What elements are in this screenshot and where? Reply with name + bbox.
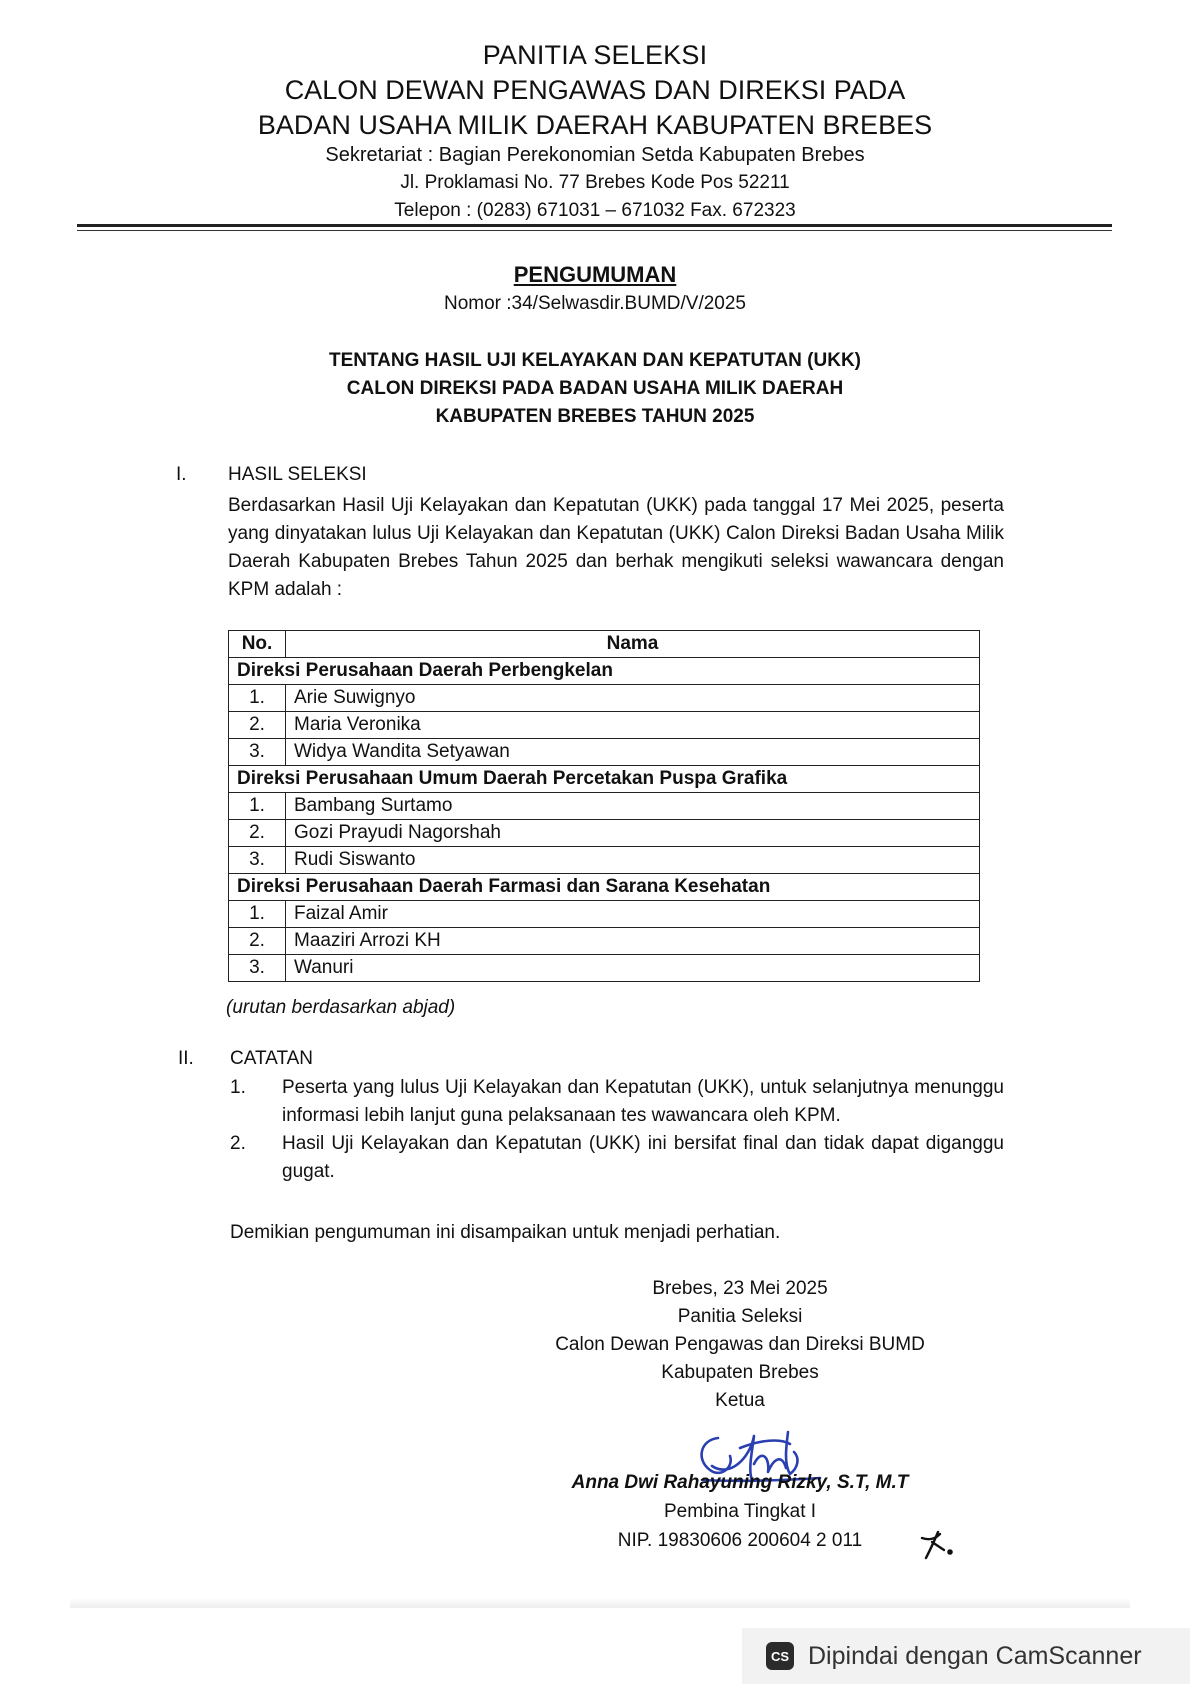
signatory-name: Anna Dwi Rahayuning Rizky, S.T, M.T bbox=[571, 1472, 909, 1493]
header-name: Nama bbox=[286, 631, 980, 658]
row-name: Wanuri bbox=[286, 955, 980, 982]
letterhead-divider-thick bbox=[77, 224, 1112, 227]
table-row bbox=[229, 847, 980, 874]
note-item-2 bbox=[230, 1130, 1004, 1186]
group-title: Direksi Perusahaan Daerah Perbengkelan bbox=[229, 658, 980, 685]
initial-mark bbox=[918, 1528, 958, 1562]
signature-place-date: Brebes, 23 Mei 2025 bbox=[652, 1278, 828, 1299]
letterhead-line1: PANITIA SELEKSI bbox=[482, 40, 708, 70]
table-group-row bbox=[229, 658, 980, 685]
row-no: 3. bbox=[229, 739, 286, 766]
letterhead-secretariat: Sekretariat : Bagian Perekonomian Setda Kabupaten Brebes bbox=[325, 144, 865, 166]
signature-org-1: Panitia Seleksi bbox=[677, 1306, 803, 1327]
row-no: 2. bbox=[229, 928, 286, 955]
subject-line-2: CALON DIREKSI PADA BADAN USAHA MILIK DAERAH bbox=[346, 378, 844, 399]
letterhead-divider-thin bbox=[77, 230, 1112, 231]
table-row bbox=[229, 712, 980, 739]
subject-line-3: KABUPATEN BREBES TAHUN 2025 bbox=[435, 406, 755, 427]
table-row bbox=[229, 739, 980, 766]
signatory-rank: Pembina Tingkat I bbox=[663, 1501, 817, 1522]
table-row bbox=[229, 901, 980, 928]
table-row bbox=[229, 955, 980, 982]
scan-edge-shadow bbox=[70, 1598, 1130, 1608]
row-no: 1. bbox=[229, 685, 286, 712]
section2-number: II. bbox=[178, 1048, 194, 1069]
signature-org-2: Calon Dewan Pengawas dan Direksi BUMD bbox=[555, 1334, 925, 1355]
section2-title: CATATAN bbox=[230, 1048, 314, 1069]
note-text: Peserta yang lulus Uji Kelayakan dan Kepatutan (UKK), untuk selanjutnya menunggu informasi lebih lanjut guna pelaksanaan tes wawancara oleh KPM. bbox=[282, 1077, 1004, 1126]
signature-org-3: Kabupaten Brebes bbox=[661, 1362, 819, 1383]
table-row bbox=[229, 928, 980, 955]
row-no: 2. bbox=[229, 712, 286, 739]
header-no: No. bbox=[229, 631, 286, 658]
row-name: Bambang Surtamo bbox=[286, 793, 980, 820]
row-no: 1. bbox=[229, 793, 286, 820]
section1-body: Berdasarkan Hasil Uji Kelayakan dan Kepatutan (UKK) pada tanggal 17 Mei 2025, peserta yang dinyatakan lulus Uji Kelayakan dan Kepatutan (UKK) Calon Direksi Badan Usaha Milik Daerah Kabupaten Brebes Tahun 2025 dan berhak mengikuti seleksi wawancara dengan KPM adalah : bbox=[228, 495, 1004, 600]
row-no: 2. bbox=[229, 820, 286, 847]
row-no: 3. bbox=[229, 955, 286, 982]
table-order-note: (urutan berdasarkan abjad) bbox=[226, 997, 456, 1018]
table-header-row bbox=[229, 631, 980, 658]
announcement-number: Nomor :34/Selwasdir.BUMD/V/2025 bbox=[443, 293, 746, 314]
note-number: 1. bbox=[230, 1077, 246, 1098]
table-group-row bbox=[229, 766, 980, 793]
table-group-row bbox=[229, 874, 980, 901]
subject-line-1: TENTANG HASIL UJI KELAYAKAN DAN KEPATUTAN (UKK) bbox=[328, 350, 862, 371]
group-title: Direksi Perusahaan Umum Daerah Percetakan Puspa Grafika bbox=[229, 766, 980, 793]
row-name: Widya Wandita Setyawan bbox=[286, 739, 980, 766]
section1-title: HASIL SELEKSI bbox=[228, 464, 367, 485]
letterhead-line2: CALON DEWAN PENGAWAS DAN DIREKSI PADA bbox=[284, 75, 906, 105]
row-name: Gozi Prayudi Nagorshah bbox=[286, 820, 980, 847]
row-name: Maaziri Arrozi KH bbox=[286, 928, 980, 955]
letterhead-phone: Telepon : (0283) 671031 – 671032 Fax. 672323 bbox=[394, 200, 796, 221]
signature-position: Ketua bbox=[715, 1390, 765, 1411]
row-name: Maria Veronika bbox=[286, 712, 980, 739]
note-item-1 bbox=[230, 1074, 1004, 1130]
camscanner-label: Dipindai dengan CamScanner bbox=[808, 1641, 1142, 1670]
closing-statement: Demikian pengumuman ini disampaikan untuk menjadi perhatian. bbox=[230, 1222, 781, 1243]
table-row bbox=[229, 820, 980, 847]
row-no: 1. bbox=[229, 901, 286, 928]
note-number: 2. bbox=[230, 1133, 246, 1154]
announcement-title: PENGUMUMAN bbox=[513, 262, 677, 287]
row-name: Arie Suwignyo bbox=[286, 685, 980, 712]
camscanner-logo-icon: CS bbox=[766, 1642, 794, 1670]
results-table bbox=[228, 630, 980, 982]
table-row bbox=[229, 793, 980, 820]
row-name: Rudi Siswanto bbox=[286, 847, 980, 874]
group-title: Direksi Perusahaan Daerah Farmasi dan Sarana Kesehatan bbox=[229, 874, 980, 901]
row-name: Faizal Amir bbox=[286, 901, 980, 928]
row-no: 3. bbox=[229, 847, 286, 874]
signatory-nip: NIP. 19830606 200604 2 011 bbox=[617, 1530, 863, 1551]
note-text: Hasil Uji Kelayakan dan Kepatutan (UKK) ini bersifat final dan tidak dapat diganggu gugat. bbox=[282, 1133, 1004, 1182]
table-row bbox=[229, 685, 980, 712]
section1-number: I. bbox=[176, 464, 187, 485]
camscanner-watermark bbox=[742, 1628, 1190, 1684]
letterhead-line3: BADAN USAHA MILIK DAERAH KABUPATEN BREBES bbox=[257, 110, 933, 140]
letterhead-address: Jl. Proklamasi No. 77 Brebes Kode Pos 52211 bbox=[400, 172, 790, 193]
